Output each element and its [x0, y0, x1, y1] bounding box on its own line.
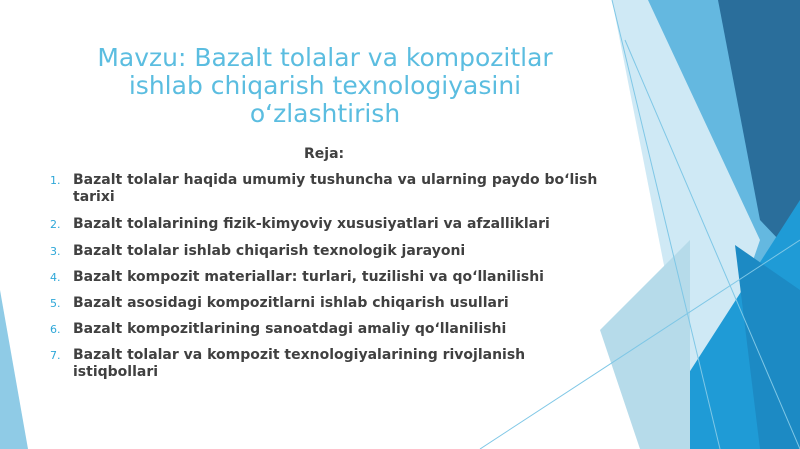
plan-item-number: 6.: [50, 323, 61, 336]
plan-item-number: 2.: [50, 218, 61, 231]
plan-item-text: Bazalt tolalar va kompozit texnologiyalarining rivojlanish istiqbollari: [73, 347, 526, 380]
plan-item-text: Bazalt kompozitlarining sanoatdagi amaliy qo‘llanilishi: [73, 321, 507, 337]
plan-item-number: 7.: [50, 349, 61, 362]
plan-heading-label: Reja:: [304, 146, 345, 162]
plan-item-text: Bazalt tolalarining fizik-kimyoviy xususiyatlari va afzalliklari: [73, 216, 550, 232]
plan-item-number: 5.: [50, 297, 61, 310]
slide-title: Mavzu: Bazalt tolalar va kompozitlar ishlab chiqarish texnologiyasini o‘zlashtirish: [97, 43, 553, 128]
plan-item-number: 1.: [50, 174, 61, 187]
plan-item-text: Bazalt tolalar ishlab chiqarish texnologik jarayoni: [73, 243, 466, 259]
plan-heading: [300, 146, 344, 162]
plan-item-text: Bazalt asosidagi kompozitlarni ishlab chiqarish usullari: [73, 295, 509, 311]
left-accent-shape: [0, 290, 28, 449]
right-panel-pale-triangle: [600, 240, 690, 449]
plan-item-text: Bazalt tolalar haqida umumiy tushuncha va ularning paydo bo‘lish tarixi: [73, 172, 598, 205]
plan-item-number: 4.: [50, 271, 61, 284]
plan-item-text: Bazalt kompozit materiallar: turlari, tuzilishi va qo‘llanilishi: [73, 269, 544, 285]
plan-item-number: 3.: [50, 245, 61, 258]
